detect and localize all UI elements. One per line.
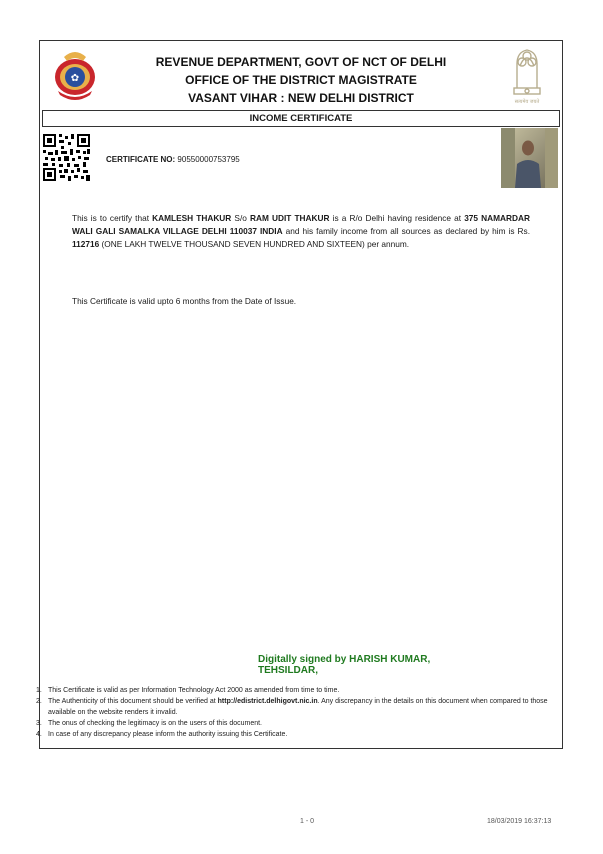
note-item xyxy=(36,718,550,729)
svg-text:सत्यमेव जयते: सत्यमेव जयते xyxy=(514,99,540,105)
certification-paragraph xyxy=(72,212,530,251)
national-emblem-icon xyxy=(502,44,552,106)
signature-line-2: TEHSILDAR, xyxy=(258,665,318,676)
page-number: 1 - 0 xyxy=(300,818,315,825)
note-item xyxy=(36,696,550,718)
note-item xyxy=(36,685,550,696)
body-text-5: (ONE LAKH TWELVE THOUSAND SEVEN HUNDRED AND SIXTEEN) per annum. xyxy=(99,239,410,249)
body-text-2: S/o xyxy=(231,213,250,223)
delhi-govt-seal-icon xyxy=(50,47,100,101)
body-text-1: This is to certify that xyxy=(72,213,153,223)
verification-link[interactable]: http://edistrict.delhigovt.nic.in xyxy=(217,698,318,705)
note-number: 1. xyxy=(36,687,42,694)
svg-text:✿: ✿ xyxy=(70,73,80,84)
notes-list xyxy=(36,685,550,740)
applicant-photo xyxy=(501,128,558,188)
header-line-2: OFFICE OF THE DISTRICT MAGISTRATE xyxy=(185,73,417,87)
document-header xyxy=(40,41,562,107)
note-text: In case of any discrepancy please inform the authority issuing this Certificate. xyxy=(48,731,288,738)
father-name: RAM UDIT THAKUR xyxy=(249,213,330,223)
applicant-name: KAMLESH THAKUR xyxy=(152,213,232,223)
signature-line-1: Digitally signed by HARISH KUMAR, xyxy=(258,654,431,665)
header-line-1: REVENUE DEPARTMENT, GOVT OF NCT OF DELHI xyxy=(155,55,447,69)
note-number: 4. xyxy=(36,731,42,738)
income-amount: 112716 xyxy=(72,239,100,249)
header-line-3: VASANT VIHAR : NEW DELHI DISTRICT xyxy=(188,91,414,105)
note-text: This Certificate is valid as per Information Technology Act 2000 as amended from time to time. xyxy=(48,687,340,694)
validity-statement: This Certificate is valid upto 6 months from the Date of Issue. xyxy=(72,296,297,306)
applicant-address: 375 NAMARDAR WALI GALI SAMALKA VILLAGE DELHI 110037 INDIA xyxy=(72,213,530,236)
body-text-3: is a R/o Delhi having residence at xyxy=(329,213,465,223)
note-number: 3. xyxy=(36,720,42,727)
certificate-number-value: 90550000753795 xyxy=(177,155,240,164)
note-number: 2. xyxy=(36,698,42,705)
body-text-4: and his family income from all sources as declared by him is Rs. xyxy=(282,226,530,236)
certificate-frame xyxy=(39,40,563,749)
print-timestamp: 18/03/2019 16:37:13 xyxy=(487,818,552,825)
note-item xyxy=(36,729,550,740)
certificate-number xyxy=(106,155,240,164)
note-text: The Authenticity of this document should be verified at xyxy=(48,698,218,705)
note-text: The onus of checking the legitimacy is on the users of this document. xyxy=(48,720,263,727)
note-text: . Any discrepancy in the details on this document when compared to those available on the website renders it invalid. xyxy=(48,698,548,716)
document-title: INCOME CERTIFICATE xyxy=(42,110,560,127)
qr-code-icon xyxy=(43,134,90,181)
digital-signature xyxy=(258,654,430,676)
certificate-number-label: CERTIFICATE NO: xyxy=(106,155,176,164)
